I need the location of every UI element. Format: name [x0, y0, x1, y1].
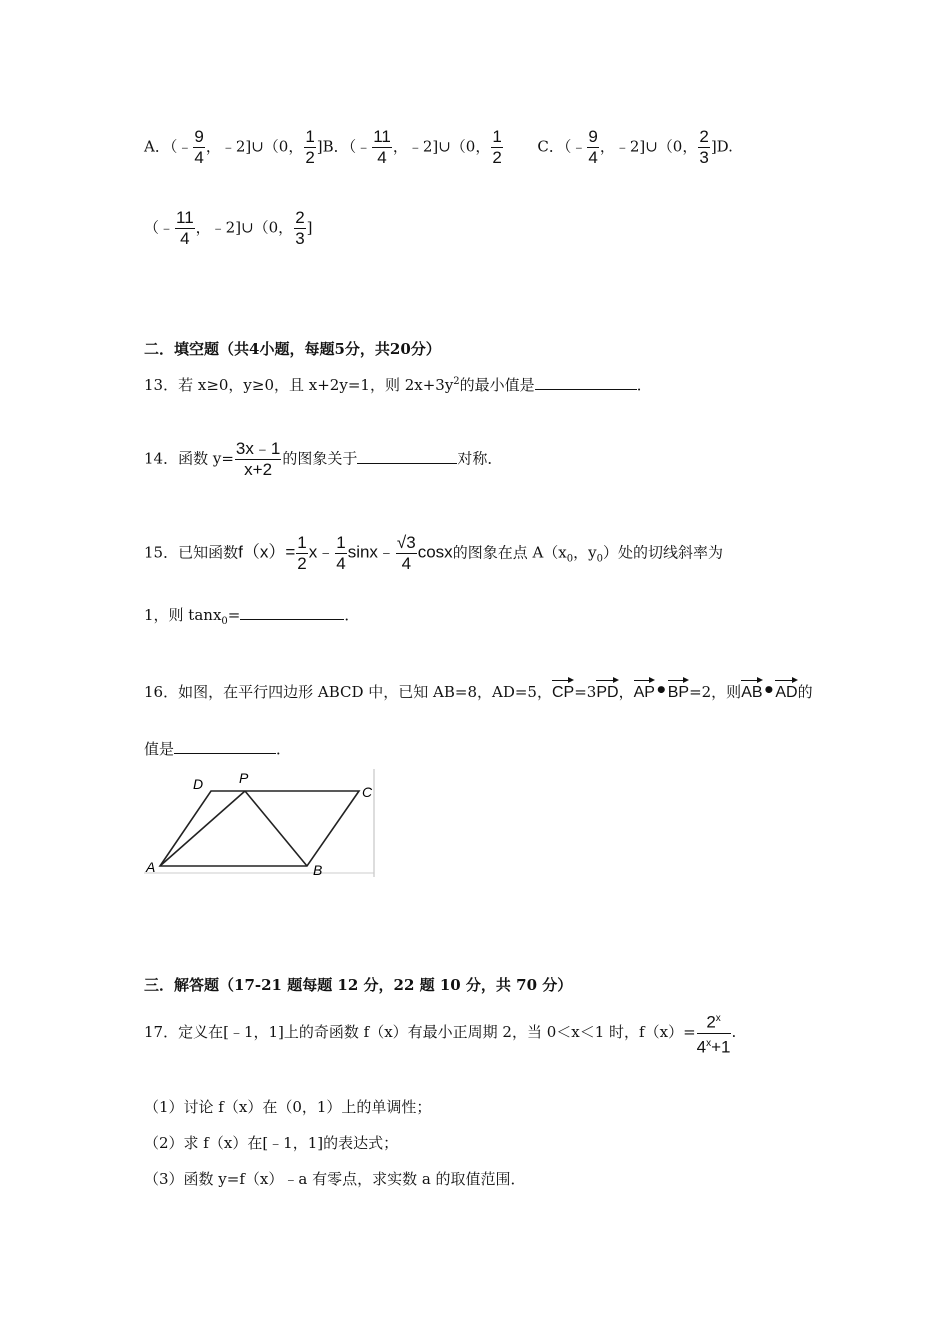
q12-options-line2: （﹣ $\frac{11}{4}$ ，﹣2]∪（0， $\frac{2}{3}$ ]: [144, 208, 313, 248]
vertex-label-d: D: [193, 776, 204, 792]
fraction: $\frac{9}{4}$: [588, 127, 598, 167]
question-15-line2: 1，则 tanx$_0$= ．: [144, 606, 360, 627]
question-15: 15．已知函数f（x）= $\frac{1}{2}$ x﹣ $\frac{1}{4}$ sinx﹣ $\frac{√3}{4}$ cosx的图象在点 $A(x_0$，$y_0$）处的切线斜率为: [144, 533, 723, 573]
dot-product-icon: •: [762, 678, 776, 702]
option-d-label: ]D.: [710, 137, 733, 156]
option-b-label: ]B．（﹣: [316, 137, 372, 156]
question-16: 16．如图，在平行四边形 ABCD 中，已知 AB=8，AD=5，CP=3PD，AP•BP=2，则AB•AD的: [144, 678, 813, 702]
vector-ad: AD: [775, 678, 797, 702]
vertex-label-a: A: [146, 859, 156, 875]
vector-pd: PD: [596, 678, 618, 702]
vector-bp: BP: [668, 678, 689, 702]
question-17-part3: （3）函数 y=f（x）﹣a 有零点，求实数 a 的取值范围．: [144, 1170, 526, 1188]
vector-ap: AP: [634, 678, 655, 702]
vertex-label-c: C: [362, 784, 373, 800]
question-14: 14．函数 y= $\frac{3x﹣1}{x+2}$ 的图象关于 对称．: [144, 439, 503, 479]
answer-blank[interactable]: [174, 739, 276, 754]
section-3-heading: 三．解答题（17-21 题每题 12 分，22 题 10 分，共 70 分）: [144, 976, 573, 994]
segment-bp: [245, 791, 307, 866]
question-17: 17．定义在[﹣1，1]上的奇函数 f（x）有最小正周期 2，当 0＜x＜1 时，f（x）= $\frac{2^x}{4^x+1}$ .: [144, 1010, 736, 1056]
answer-blank[interactable]: [357, 449, 457, 464]
parallelogram-abcd: [160, 791, 359, 866]
vertex-label-b: B: [313, 862, 323, 877]
dot-product-icon: •: [654, 678, 668, 702]
fraction: $\frac{1}{2}$: [305, 127, 315, 167]
parallelogram-figure: [144, 769, 378, 877]
fraction: $\frac{11}{4}$: [176, 208, 194, 248]
vector-cp: CP: [552, 678, 574, 702]
fraction: $\frac{2^x}{4^x+1}$: [697, 1010, 731, 1056]
fraction: $\frac{2}{3}$: [699, 127, 709, 167]
vector-ab: AB: [741, 678, 762, 702]
vertex-label-p: P: [239, 770, 249, 786]
question-17-part1: （1）讨论 f（x）在（0，1）上的单调性；: [144, 1098, 432, 1116]
question-16-line2: 值是 ．: [144, 740, 292, 758]
answer-blank[interactable]: [240, 605, 344, 620]
fraction: $\frac{√3}{4}$: [396, 533, 416, 573]
q12-options-line1: A．（﹣ $\frac{9}{4}$ ，﹣2]∪（0， $\frac{1}{2}$ ]B．（﹣ $\frac{11}{4}$ ，﹣2]∪（0， $\frac{1}{2}$ C．（﹣ $\frac{9}{4}$ ，﹣2]∪（0， $\frac{2}{3}$ ]D.: [144, 127, 733, 167]
answer-blank[interactable]: [535, 375, 637, 390]
option-a-label: A．（﹣: [144, 137, 193, 156]
question-13: 13．若 x≥0，y≥0，且 x+2y=1，则 $2x+3y^2$的最小值是 ．: [144, 376, 652, 394]
fraction: $\frac{9}{4}$: [194, 127, 204, 167]
section-2-heading: 二．填空题（共4小题，每题5分，共20分）: [144, 340, 441, 358]
fraction: $\frac{1}{2}$: [297, 533, 307, 573]
fraction: $\frac{1}{2}$: [492, 127, 502, 167]
option-c-label: C．（﹣: [537, 137, 587, 156]
fraction: $\frac{3x﹣1}{x+2}$: [235, 439, 281, 479]
question-17-part2: （2）求 f（x）在[﹣1，1]的表达式；: [144, 1134, 399, 1152]
fraction: $\frac{1}{4}$: [336, 533, 346, 573]
fraction: $\frac{11}{4}$: [373, 127, 391, 167]
fraction: $\frac{2}{3}$: [295, 208, 305, 248]
